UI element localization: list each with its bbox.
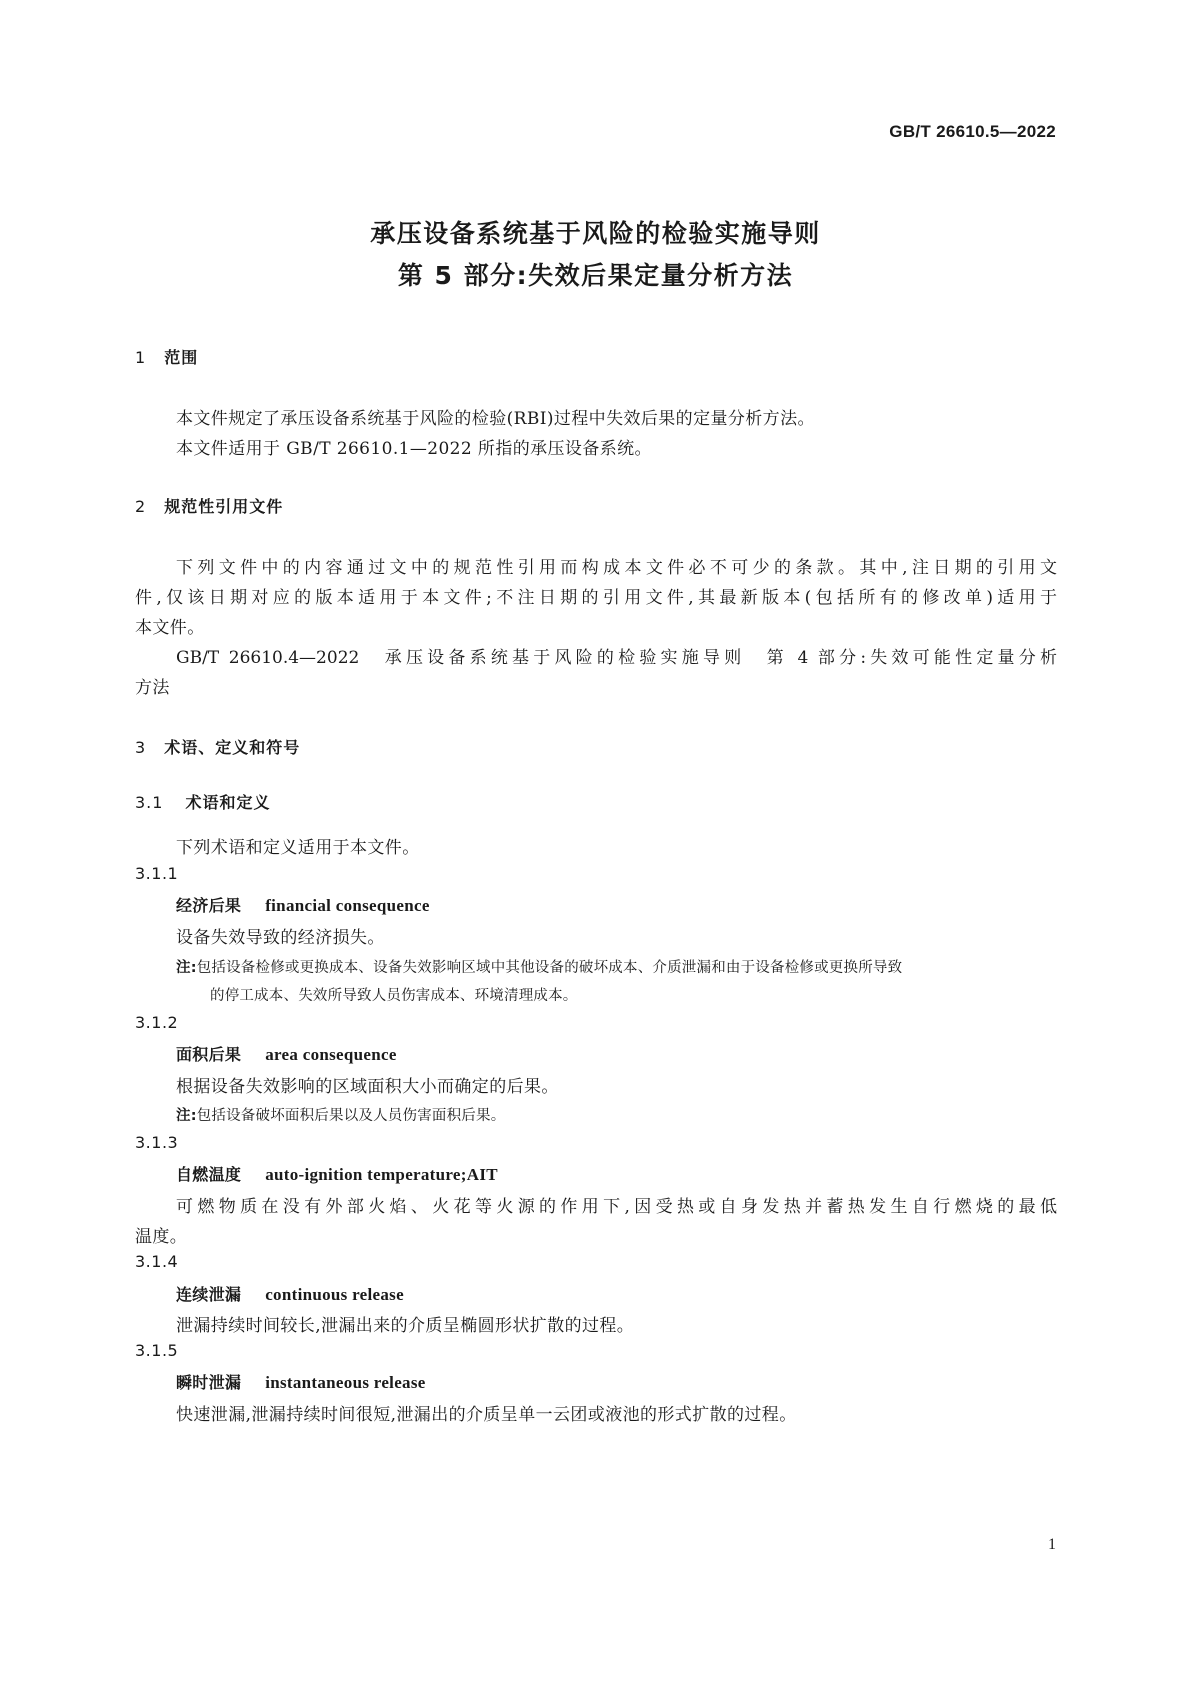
section-2-paragraph-line-2: 件,仅该日期对应的版本适用于本文件;不注日期的引用文件,其最新版本(包括所有的修改单)适用于 <box>135 588 1057 608</box>
section-3-heading <box>135 735 300 758</box>
note-label: 注: <box>176 1108 197 1124</box>
term-chinese: 瞬时泄漏 <box>176 1373 242 1392</box>
term-chinese: 经济后果 <box>176 896 242 915</box>
section-number: 3 <box>135 738 147 757</box>
term-entry-number: 3.1.1 <box>135 864 179 883</box>
standard-code: GB/T 26610.5—2022 <box>889 122 1056 141</box>
term-entry-title <box>176 1370 426 1393</box>
term-english: auto-ignition temperature;AIT <box>265 1165 498 1184</box>
term-chinese: 连续泄漏 <box>176 1285 242 1304</box>
section-2-paragraph-line-3: 本文件。 <box>135 618 205 638</box>
term-chinese: 面积后果 <box>176 1045 242 1064</box>
term-definition: 快速泄漏,泄漏持续时间很短,泄漏出的介质呈单一云团或液池的形式扩散的过程。 <box>176 1405 797 1425</box>
section-1-paragraph-2: 本文件适用于 GB/T 26610.1—2022 所指的承压设备系统。 <box>176 439 652 459</box>
term-definition-line-1: 可燃物质在没有外部火焰、火花等火源的作用下,因受热或自身发热并蓄热发生自行燃烧的最低 <box>176 1197 1057 1217</box>
term-definition-line-2: 温度。 <box>135 1227 188 1247</box>
section-number: 2 <box>135 497 147 516</box>
section-2-paragraph-line-1: 下列文件中的内容通过文中的规范性引用而构成本文件必不可少的条款。其中,注日期的引用文 <box>176 558 1057 578</box>
subsection-3-1-heading <box>135 790 270 813</box>
subsection-title: 术语和定义 <box>185 793 271 812</box>
term-definition: 设备失效导致的经济损失。 <box>176 928 385 948</box>
section-number: 1 <box>135 348 147 367</box>
subsection-number: 3.1 <box>135 793 164 812</box>
term-entry-title <box>176 1042 397 1065</box>
normative-reference-line-2: 方法 <box>135 678 170 698</box>
term-entry-title <box>176 893 430 916</box>
term-entry-number: 3.1.4 <box>135 1252 179 1271</box>
term-english: continuous release <box>265 1285 404 1304</box>
term-definition: 泄漏持续时间较长,泄漏出来的介质呈椭圆形状扩散的过程。 <box>176 1316 635 1336</box>
term-english: instantaneous release <box>265 1373 426 1392</box>
note-text: 包括设备检修或更换成本、设备失效影响区域中其他设备的破坏成本、介质泄漏和由于设备检修或更换所导致 <box>196 960 903 976</box>
section-1-heading <box>135 345 198 368</box>
term-definition: 根据设备失效影响的区域面积大小而确定的后果。 <box>176 1077 559 1097</box>
term-entry-title <box>176 1162 498 1185</box>
section-title: 范围 <box>164 348 199 367</box>
page-number: 1 <box>1048 1536 1056 1553</box>
section-1-paragraph-1: 本文件规定了承压设备系统基于风险的检验(RBI)过程中失效后果的定量分析方法。 <box>176 409 815 429</box>
term-english: area consequence <box>265 1045 397 1064</box>
term-chinese: 自燃温度 <box>176 1165 242 1184</box>
terms-intro: 下列术语和定义适用于本文件。 <box>176 838 420 858</box>
document-title-line2: 第 5 部分:失效后果定量分析方法 <box>397 261 794 290</box>
section-title: 术语、定义和符号 <box>164 738 301 757</box>
note-text: 包括设备破坏面积后果以及人员伤害面积后果。 <box>196 1108 506 1124</box>
section-2-heading <box>135 494 283 517</box>
note-label: 注: <box>176 960 197 976</box>
term-note <box>176 1104 505 1125</box>
term-entry-number: 3.1.5 <box>135 1341 179 1360</box>
term-entry-number: 3.1.3 <box>135 1133 179 1152</box>
term-entry-title <box>176 1282 404 1305</box>
section-title: 规范性引用文件 <box>164 497 284 516</box>
term-entry-number: 3.1.2 <box>135 1013 179 1032</box>
normative-reference-line-1: GB/T 26610.4—2022 承压设备系统基于风险的检验实施导则 第 4 部分:失效可能性定量分析 <box>176 648 1057 668</box>
term-english: financial consequence <box>265 896 430 915</box>
document-title-line1: 承压设备系统基于风险的检验实施导则 <box>370 219 821 248</box>
term-note <box>176 956 902 977</box>
term-note-continuation: 的停工成本、失效所导致人员伤害成本、环境清理成本。 <box>210 988 578 1004</box>
